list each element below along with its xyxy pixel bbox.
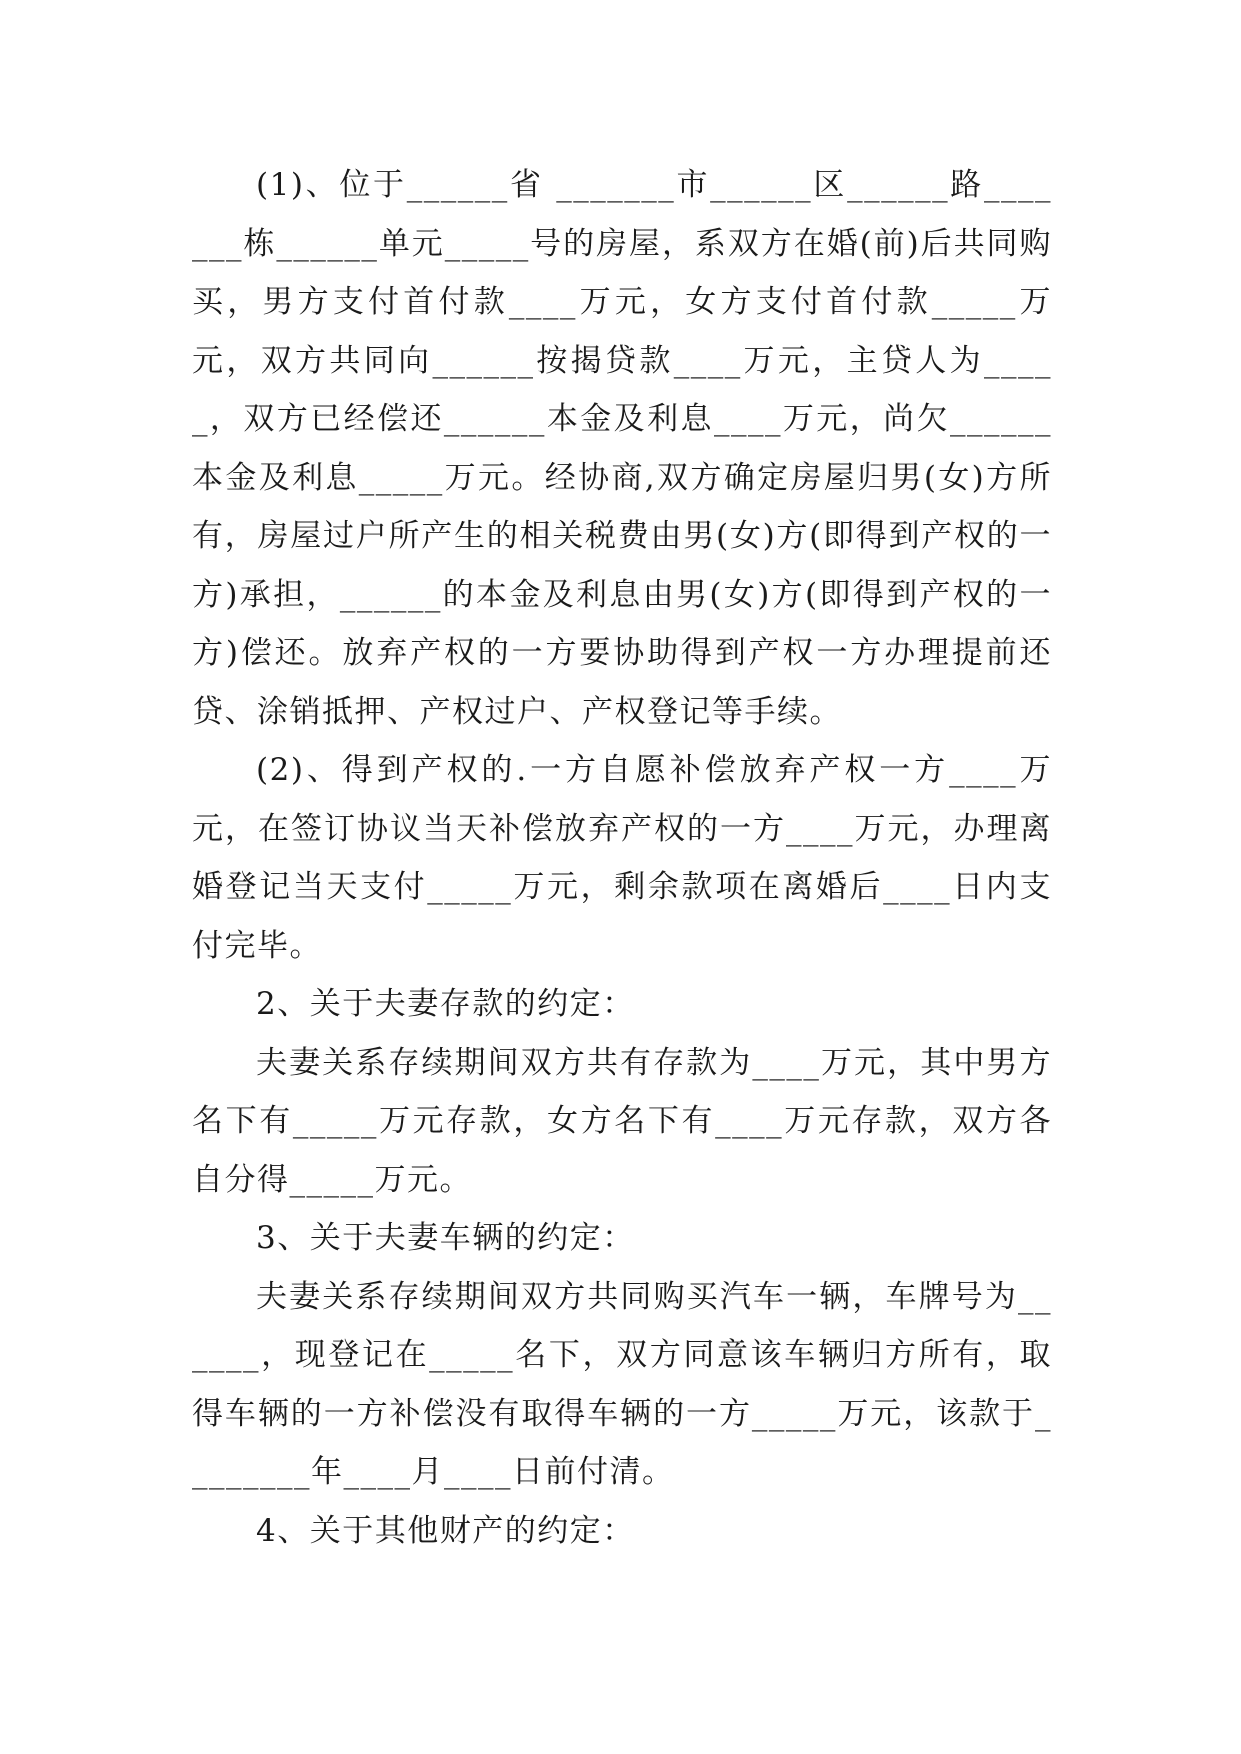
paragraph-house-compensation: (2)、得到产权的.一方自愿补偿放弃产权一方____万元，在签订协议当天补偿放弃产权的一方____万元，办理离婚登记当天支付_____万元，剩余款项在离婚后____日内支付完毕。 bbox=[192, 752, 1052, 964]
heading-other-property: 4、关于其他财产的约定： bbox=[256, 1512, 635, 1549]
document-body bbox=[192, 156, 1052, 1560]
heading-savings: 2、关于夫妻存款的约定： bbox=[256, 986, 635, 1022]
paragraph-savings: 夫妻关系存续期间双方共有存款为____万元，其中男方名下有_____万元存款，女方名下有____万元存款，双方各自分得_____万元。 bbox=[192, 1044, 1052, 1198]
heading-vehicles: 3、关于夫妻车辆的约定： bbox=[256, 1220, 635, 1256]
paragraph-house-ownership: (1)、位于______省 _______市______区______路_______栋______单元_____号的房屋，系双方在婚(前)后共同购买，男方支付首付款____万元，女方支付首付款_____万元，双方共同向______按揭贷款____万元，主贷人为_____，双方已经偿还______本金及利息____万元，尚欠______本金及利息_____万元。经协商,双方确定房屋归男(女)方所有，房屋过户所产生的相关税费由男(女)方(即得到产权的一方)承担，______的本金及利息由男(女)方(即得到产权的一方)偿还。放弃产权的一方要协助得到产权一方办理提前还贷、涂销抵押、产权过户、产权登记等手续。 bbox=[192, 167, 1052, 730]
paragraph-vehicles: 夫妻关系存续期间双方共同购买汽车一辆，车牌号为______，现登记在_____名下，双方同意该车辆归方所有，取得车辆的一方补偿没有取得车辆的一方_____万元，该款于________年____月____日前付清。 bbox=[192, 1278, 1052, 1490]
